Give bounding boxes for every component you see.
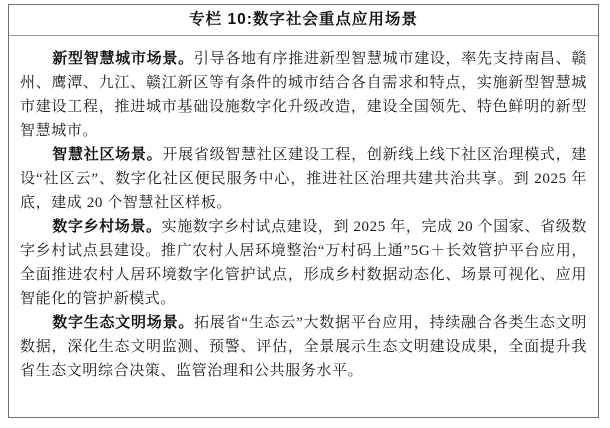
paragraph-text: 拓展省“生态云”大数据平台应用，持续融合各类生态文明数据，深化生态文明监测、预警、评估，全景展示生态文明建设成果，全面提升我省生态文明综合决策、监管治理和公共服务水平。: [20, 315, 587, 379]
paragraph-lead: 数字生态文明场景。: [52, 314, 195, 331]
paragraph: [20, 143, 587, 215]
paragraph-text: 实施数字乡村试点建设，到 2025 年，完成 20 个国家、省级数字乡村试点县建设。推广农村人居环境整治“万村码上通”5G＋长效管护平台应用，全面推进农村人居环境数字化管护试点，形成乡村数据动态化、场景可视化、应用智能化的管护新模式。: [20, 219, 587, 307]
paragraph-text: 开展省级智慧社区建设工程，创新线上线下社区治理模式，建设“社区云”、数字化社区便民服务中心，推进社区治理共建共治共享。到 2025 年底，建成 20 个智慧社区样板。: [20, 147, 588, 211]
panel-title: 专栏 10:数字社会重点应用场景: [9, 5, 598, 36]
paragraph-text: 引导各地有序推进新型智慧城市建设，率先支持南昌、赣州、鹰潭、九江、赣江新区等有条件的城市结合各自需求和特点，实施新型智慧城市建设工程，推进城市基础设施数字化升级改造，建设全国领先、特色鲜明的新型智慧城市。: [20, 51, 587, 139]
paragraph: [20, 311, 587, 383]
paragraph: [20, 215, 587, 311]
paragraph-lead: 数字乡村场景。: [52, 218, 162, 235]
column-panel: [8, 4, 599, 418]
paragraph-lead: 智慧社区场景。: [52, 146, 163, 163]
paragraph: [20, 47, 587, 143]
paragraph-lead: 新型智慧城市场景。: [52, 50, 194, 67]
panel-body: [9, 36, 598, 383]
